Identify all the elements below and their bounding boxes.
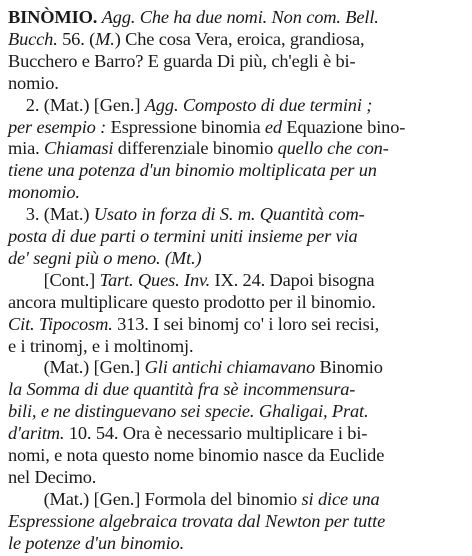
italic-text: si dice una <box>301 488 380 509</box>
italic-text: Agg. Che ha due nomi. Non com. Bell. <box>101 7 379 27</box>
text-segment: Equazione bino- <box>281 116 406 137</box>
text-segment: (Mat.) [Gen.] Formola del binomio <box>8 488 302 509</box>
italic-text: Gli antichi chiamavano <box>144 357 316 378</box>
text-segment: nomio. <box>8 72 59 93</box>
italic-text: tiene una potenza d'un binomio moltiplicata per un <box>8 160 377 181</box>
italic-text: Agg. Composto di due termini ; <box>144 94 373 115</box>
text-segment: Binomio <box>315 357 383 378</box>
text-segment: Espressione binomia <box>106 116 265 137</box>
text-segment: IX. 24. Dapoi bisogna <box>210 269 375 290</box>
italic-text: Cit. Tipocosm. <box>8 313 113 334</box>
italic-text: M. <box>95 28 115 49</box>
italic-text: posta di due parti o termini uniti insieme per via <box>8 226 358 246</box>
text-segment: 2. (Mat.) [Gen.] <box>8 94 145 115</box>
text-segment: 313. I sei binomj co' i loro sei recisi, <box>112 313 380 334</box>
text-segment: ) Che cosa Vera, eroica, grandiosa, <box>114 28 365 49</box>
italic-text: Tart. Ques. Inv. <box>99 269 211 290</box>
text-segment: nel Decimo. <box>8 466 97 487</box>
italic-text: per esempio : <box>8 116 107 137</box>
text-segment: nomi, e nota questo nome binomio nasce da Euclide <box>8 445 385 465</box>
text-segment: e i trinomj, e i moltinomj. <box>8 335 194 356</box>
italic-text: Espressione algebraica trovata dal Newton per tutte <box>8 510 386 531</box>
text-segment: ancora multiplicare questo prodotto per il binomio. <box>8 291 376 312</box>
text-segment: 3. (Mat.) <box>8 204 94 225</box>
italic-text: quello che con- <box>277 138 389 159</box>
text-segment: (Mat.) [Gen.] <box>8 357 145 378</box>
italic-text: Bucch. <box>8 28 58 49</box>
italic-text: de' segni più o meno. (Mt.) <box>8 247 202 268</box>
headword: BINÒMIO. <box>8 7 98 27</box>
text-line <box>8 530 184 556</box>
text-segment: 56. ( <box>57 28 96 49</box>
italic-text: monomio. <box>8 182 80 203</box>
text-line <box>8 48 355 75</box>
italic-text: ed <box>264 116 282 137</box>
italic-text: Chiamasi <box>44 138 114 159</box>
italic-text: d'aritm. <box>8 423 65 444</box>
italic-text: la Somma di due quantità fra sè incommensura- <box>8 379 356 400</box>
text-segment: Bucchero e Barro? E guarda Di più, ch'egli è bi- <box>8 50 356 71</box>
text-segment: differenziale binomio <box>113 138 278 159</box>
italic-text: bili, e ne distinguevano sei specie. Ghaligai, Prat. <box>8 401 369 422</box>
text-segment: mia. <box>8 138 45 159</box>
italic-text: le potenze d'un binomio. <box>8 532 185 553</box>
text-segment: [Cont.] <box>8 269 100 290</box>
italic-text: Usato in forza di S. m. Quantità com- <box>93 204 365 225</box>
text-segment: 10. 54. Ora è necessario multiplicare i bi- <box>64 423 368 444</box>
